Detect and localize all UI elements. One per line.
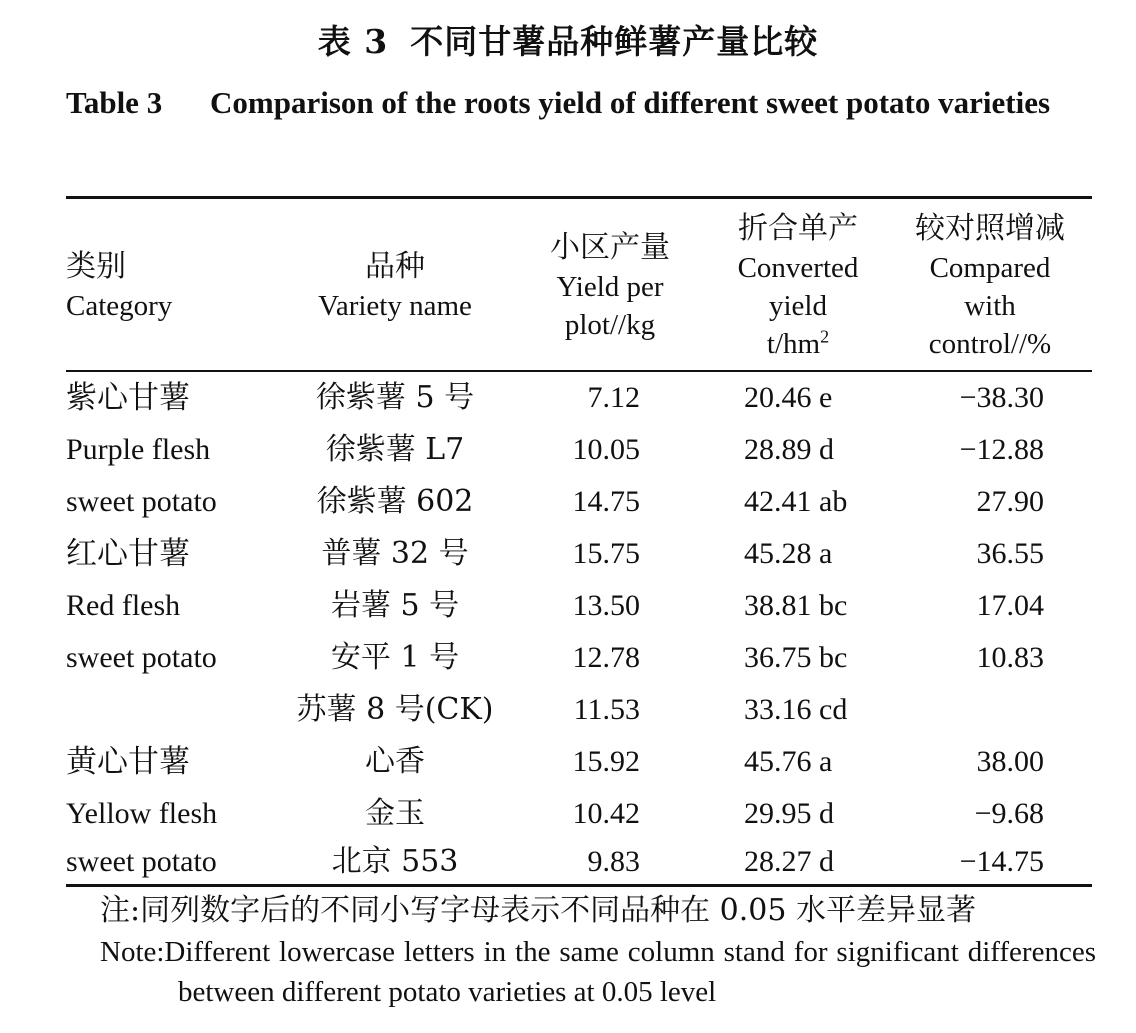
cell-variety: 徐紫薯 L7	[325, 432, 465, 467]
table-bottom-rule	[66, 884, 1092, 887]
cell-variety: 岩薯 5 号	[330, 588, 460, 623]
cell-compared: −14.75	[959, 845, 1044, 878]
cell-plot-yield: 13.50	[572, 589, 640, 622]
cell-plot-yield: 10.42	[572, 797, 640, 830]
cell-compared: 10.83	[976, 641, 1044, 674]
cell-converted-yield: 28.27 d	[744, 845, 834, 878]
cell-variety: 北京 553	[331, 844, 459, 879]
cell-plot-yield: 15.75	[572, 537, 640, 570]
cell-compared: −38.30	[959, 381, 1044, 414]
header-converted-unit	[718, 325, 878, 363]
cell-category: Red flesh	[66, 589, 181, 622]
cell-category: sweet potato	[66, 485, 217, 518]
cell-variety: 普薯 32 号	[321, 536, 469, 571]
table-title-en-text: Comparison of the roots yield of different sweet potato varieties	[210, 85, 1051, 120]
header-variety	[290, 205, 500, 367]
header-category-en: Category	[66, 290, 173, 322]
cell-category: sweet potato	[66, 641, 217, 674]
cell-compared: 27.90	[976, 485, 1044, 518]
cell-converted-yield: 20.46 e	[744, 381, 833, 414]
cell-converted-yield: 29.95 d	[744, 797, 834, 830]
cell-category: 红心甘薯	[66, 536, 190, 572]
header-category	[66, 205, 266, 367]
header-plot-yield-cn: 小区产量	[550, 230, 670, 265]
cell-converted-yield: 45.76 a	[744, 745, 833, 778]
cell-compared	[900, 684, 1044, 736]
cell-plot-yield: 7.12	[587, 381, 640, 414]
cell-converted-yield: 45.28 a	[744, 537, 833, 570]
cell-plot-yield: 14.75	[572, 485, 640, 518]
table-row	[0, 736, 1136, 788]
cell-variety: 金玉	[365, 796, 425, 831]
cell-category: 黄心甘薯	[66, 744, 190, 780]
cell-variety: 心香	[365, 744, 425, 779]
header-plot-yield-en-1: Yield per	[556, 271, 664, 303]
header-converted-cn: 折合单产	[738, 211, 858, 246]
cell-compared: 36.55	[976, 537, 1044, 570]
table-note-en: Note:Different lowercase letters in the same column stand for significant differences between different potato varieties at 0.05 level	[100, 936, 1096, 1008]
cell-plot-yield: 12.78	[572, 641, 640, 674]
header-compared-en-1: Compared	[929, 252, 1051, 284]
header-converted-yield	[718, 205, 878, 367]
header-category-cn: 类别	[66, 249, 126, 284]
cell-variety: 徐紫薯 602	[316, 484, 474, 519]
cell-plot-yield: 15.92	[572, 745, 640, 778]
cell-compared: 17.04	[976, 589, 1044, 622]
cell-category: Yellow flesh	[66, 797, 218, 830]
cell-compared: 38.00	[976, 745, 1044, 778]
header-plot-yield-en-2: plot//kg	[564, 309, 656, 341]
table-row-control	[0, 684, 1136, 736]
table-top-rule	[66, 196, 1092, 199]
table-title-cn	[0, 16, 1136, 63]
cell-converted-yield: 33.16 cd	[744, 693, 848, 726]
cell-category: sweet potato	[66, 845, 217, 878]
table-row	[0, 476, 1136, 528]
cell-plot-yield: 10.05	[572, 433, 640, 466]
cell-converted-yield: 28.89 d	[744, 433, 834, 466]
table-row	[0, 372, 1136, 424]
header-compared-en-2: with	[964, 290, 1016, 322]
header-compared-en-3: control//%	[928, 328, 1052, 360]
cell-variety: 安平 1 号	[330, 640, 460, 675]
cell-plot-yield: 9.83	[587, 845, 640, 878]
table-note	[100, 890, 1096, 1012]
cell-category: 紫心甘薯	[66, 380, 190, 416]
cell-plot-yield: 11.53	[573, 693, 640, 726]
cell-compared: −9.68	[974, 797, 1044, 830]
cell-variety: 徐紫薯 5 号	[315, 380, 475, 415]
header-compared-cn: 较对照增减	[915, 211, 1065, 246]
table-row	[0, 424, 1136, 476]
header-converted-en-1: Converted	[737, 252, 859, 284]
cell-converted-yield: 36.75 bc	[744, 641, 848, 674]
cell-compared: −12.88	[959, 433, 1044, 466]
header-variety-cn: 品种	[365, 249, 425, 284]
cell-converted-yield: 42.41 ab	[744, 485, 848, 518]
table-row	[0, 632, 1136, 684]
cell-category: Purple flesh	[66, 433, 211, 466]
header-converted-en-2: yield	[769, 290, 827, 322]
table-row	[0, 836, 1136, 888]
header-variety-en: Variety name	[318, 290, 472, 322]
cell-variety: 苏薯 8 号(CK)	[296, 692, 494, 727]
cell-converted-yield: 38.81 bc	[744, 589, 848, 622]
unit-exponent: 2	[820, 326, 830, 347]
table-number-cn: 表 3	[317, 22, 389, 61]
table-row	[0, 788, 1136, 840]
table-title-cn-text: 不同甘薯品种鲜薯产量比较	[410, 22, 819, 61]
table-number-en: Table 3	[66, 85, 163, 120]
unit-base: t/hm	[766, 328, 821, 360]
header-plot-yield	[520, 205, 700, 367]
cell-category	[66, 684, 286, 736]
header-compared	[890, 205, 1090, 367]
table-row	[0, 580, 1136, 632]
table-row	[0, 528, 1136, 580]
table-note-cn: 注:同列数字后的不同小写字母表示不同品种在 0.05 水平差异显著	[100, 893, 976, 928]
